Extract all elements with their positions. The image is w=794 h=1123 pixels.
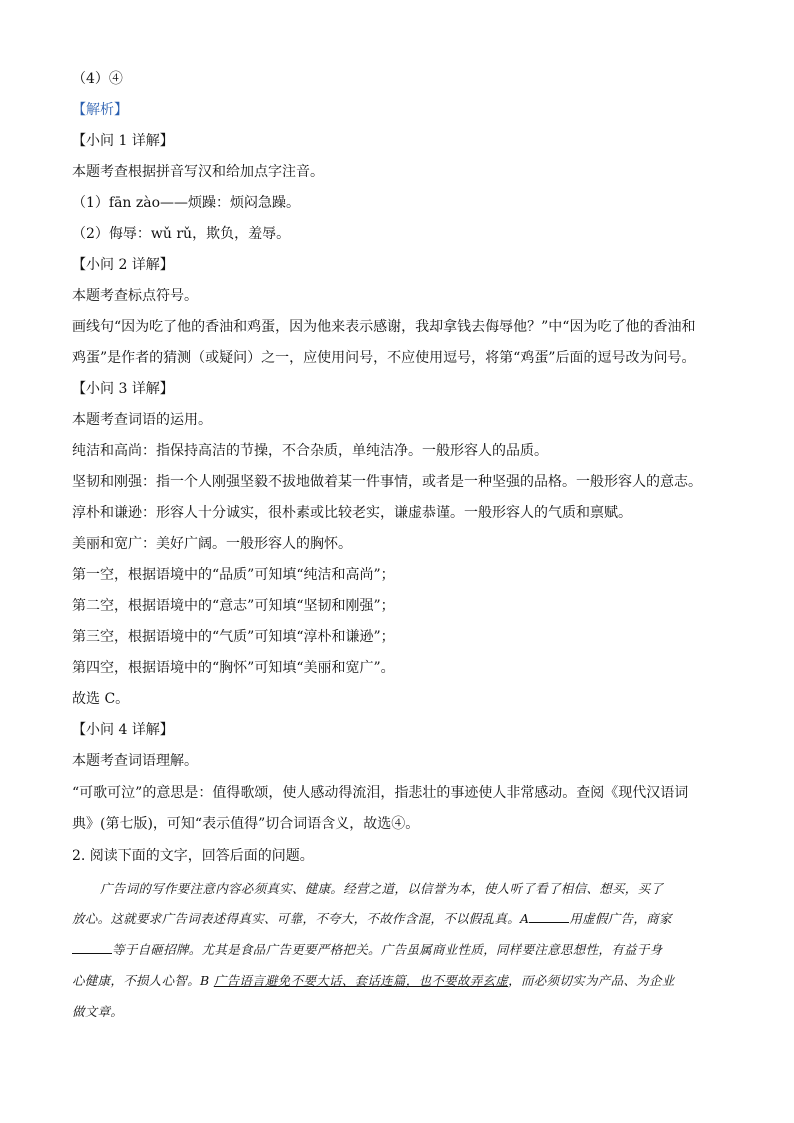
- paragraph: 典》(第七版)，可知“表示值得”切合词语含义，故选④。: [72, 816, 420, 832]
- paragraph: 本题考查根据拼音写汉和给加点字注音。: [72, 164, 324, 180]
- passage-line: 做文章。: [72, 1004, 124, 1019]
- paragraph: 本题考查词语的运用。: [72, 412, 212, 428]
- question-2-prompt: 2. 阅读下面的文字，回答后面的问题。: [72, 848, 314, 864]
- paragraph: “可歌可泣”的意思是：值得歌颂，使人感动得流泪，指悲壮的事迹使人非常感动。查阅《现代汉语词: [72, 785, 689, 801]
- underlined-sentence-b: 广告语言避免不要大话、套话连篇，也不要故弄玄虚: [213, 973, 509, 988]
- passage-line: [72, 941, 722, 959]
- paragraph: （1）fān zào——烦躁：烦闷急躁。: [72, 195, 301, 211]
- section-heading-q1: 【小问 1 详解】: [72, 133, 174, 149]
- passage-text: ，而必须切实为产品、为企业: [508, 973, 675, 988]
- paragraph: 第一空，根据语境中的“品质”可知填“纯洁和高尚”；: [72, 567, 395, 583]
- paragraph: 第四空，根据语境中的“胸怀”可知填“美丽和宽广”。: [72, 660, 395, 676]
- paragraph: 第三空，根据语境中的“气质”可知填“淳朴和谦逊”；: [72, 629, 395, 645]
- section-heading-q3: 【小问 3 详解】: [72, 381, 174, 397]
- paragraph: 第二空，根据语境中的“意志”可知填“坚韧和刚强”；: [72, 598, 395, 614]
- section-heading-q2: 【小问 2 详解】: [72, 257, 174, 273]
- paragraph: 坚韧和刚强：指一个人刚强坚毅不拔地做着某一件事情，或者是一种坚强的品格。一般形容人的意志。: [72, 474, 702, 490]
- fill-blank-a: [529, 910, 569, 923]
- paragraph: 故选 C。: [72, 691, 130, 707]
- paragraph: 纯洁和高尚：指保持高洁的节操，不合杂质，单纯洁净。一般形容人的品质。: [72, 443, 548, 459]
- paragraph: （2）侮辱：wǔ rǔ，欺负，羞辱。: [72, 226, 291, 242]
- answer-item-4: （4）④: [72, 71, 123, 87]
- analysis-heading: 【解析】: [72, 102, 128, 118]
- passage-line: [72, 910, 722, 928]
- passage-text: 心健康，不损人心智。B: [72, 973, 214, 988]
- fill-blank-a2: [72, 941, 112, 954]
- paragraph: 画线句“因为吃了他的香油和鸡蛋，因为他来表示感谢，我却拿钱去侮辱他？”中“因为吃了他的香油和: [72, 319, 696, 335]
- paragraph: 美丽和宽广：美好广阔。一般形容人的胸怀。: [72, 536, 352, 552]
- paragraph: 本题考查标点符号。: [72, 288, 198, 304]
- paragraph: 鸡蛋”是作者的猜测（或疑问）之一，应使用问号，不应使用逗号，将第“鸡蛋”后面的逗号改为问号。: [72, 350, 696, 366]
- passage-line: 广告词的写作要注意内容必须真实、健康。经营之道，以信誉为本，使人听了看了相信、想买，买了: [100, 881, 664, 896]
- paragraph: 淳朴和谦逊：形容人十分诚实，很朴素或比较老实，谦虚恭谨。一般形容人的气质和禀赋。: [72, 505, 632, 521]
- passage-text: 放心。这就要求广告词表述得真实、可靠，不夸大，不故作含混，不以假乱真。A: [72, 911, 530, 926]
- paragraph: 本题考查词语理解。: [72, 753, 198, 769]
- section-heading-q4: 【小问 4 详解】: [72, 722, 174, 738]
- passage-text: 等于自砸招牌。尤其是食品广告更要严格把关。广告虽属商业性质，同样要注意思想性，有益于身: [112, 942, 663, 957]
- passage-text: 用虚假广告，商家: [569, 911, 672, 926]
- passage-line: [72, 972, 722, 990]
